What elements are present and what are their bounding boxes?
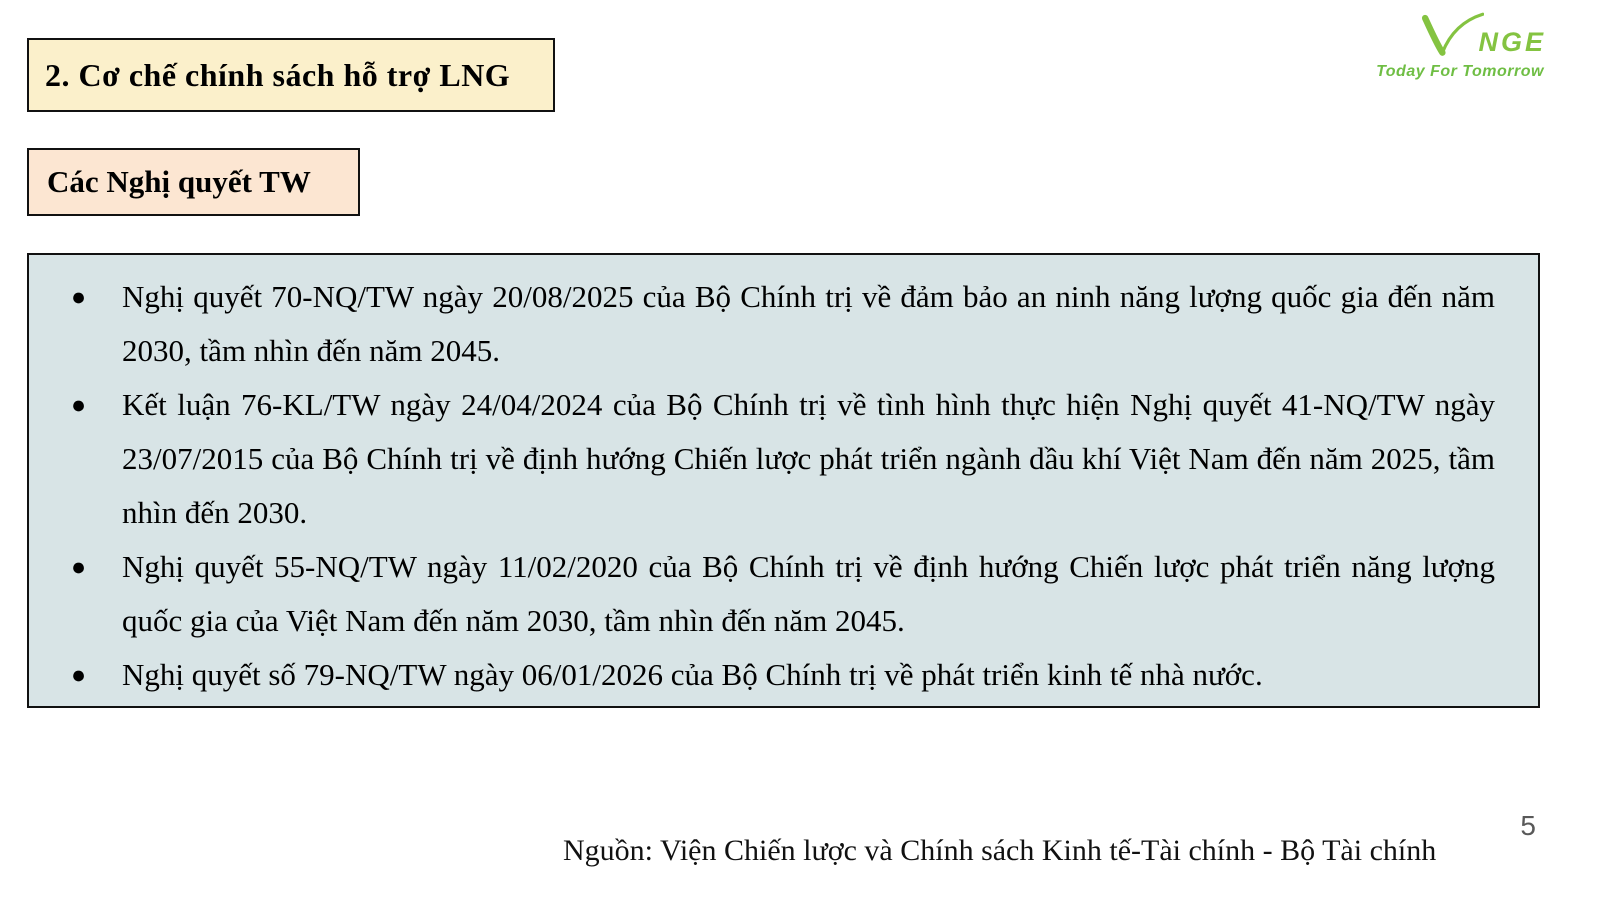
- bullet-icon: ●: [71, 284, 87, 311]
- bullet-icon: ●: [71, 392, 87, 419]
- section-label-box: [27, 148, 360, 216]
- source-citation: Nguồn: Viện Chiến lược và Chính sách Kinh tế-Tài chính - Bộ Tài chính: [563, 834, 1437, 867]
- list-item: [29, 270, 1495, 378]
- list-item: [29, 378, 1495, 540]
- resolution-text: Nghị quyết 70-NQ/TW ngày 20/08/2025 của Bộ Chính trị về đảm bảo an ninh năng lượng quốc gia đến năm 2030, tầm nhìn đến năm 2045.: [122, 279, 1495, 368]
- logo-brand-text: NGE: [1478, 27, 1546, 57]
- slide-title: 2. Cơ chế chính sách hỗ trợ LNG: [45, 56, 511, 93]
- resolution-text: Nghị quyết số 79-NQ/TW ngày 06/01/2026 của Bộ Chính trị về phát triển kinh tế nhà nước.: [122, 657, 1263, 692]
- section-label: Các Nghị quyết TW: [47, 164, 311, 199]
- bullet-icon: ●: [71, 554, 87, 581]
- bullet-icon: ●: [71, 662, 87, 689]
- page-number: 5: [1520, 810, 1536, 841]
- slide-title-box: [27, 38, 555, 112]
- v-swoosh-icon: [1420, 12, 1484, 60]
- resolutions-list-box: [27, 253, 1540, 708]
- logo-tagline: Today For Tomorrow: [1376, 63, 1544, 80]
- list-item: [29, 648, 1495, 702]
- list-item: [29, 540, 1495, 648]
- resolution-text: Kết luận 76-KL/TW ngày 24/04/2024 của Bộ Chính trị về tình hình thực hiện Nghị quyết 41-NQ/TW ngày 23/07/2015 của Bộ Chính trị về định hướng Chiến lược phát triển ngành dầu khí Việt Nam đến năm 2025, tầm nhìn đến 2030.: [122, 387, 1495, 530]
- resolution-text: Nghị quyết 55-NQ/TW ngày 11/02/2020 của Bộ Chính trị về định hướng Chiến lược phát triển năng lượng quốc gia của Việt Nam đến năm 2030, tầm nhìn đến năm 2045.: [122, 549, 1495, 638]
- vnge-logo-mark: [1370, 12, 1550, 60]
- vnge-logo: [1370, 12, 1550, 81]
